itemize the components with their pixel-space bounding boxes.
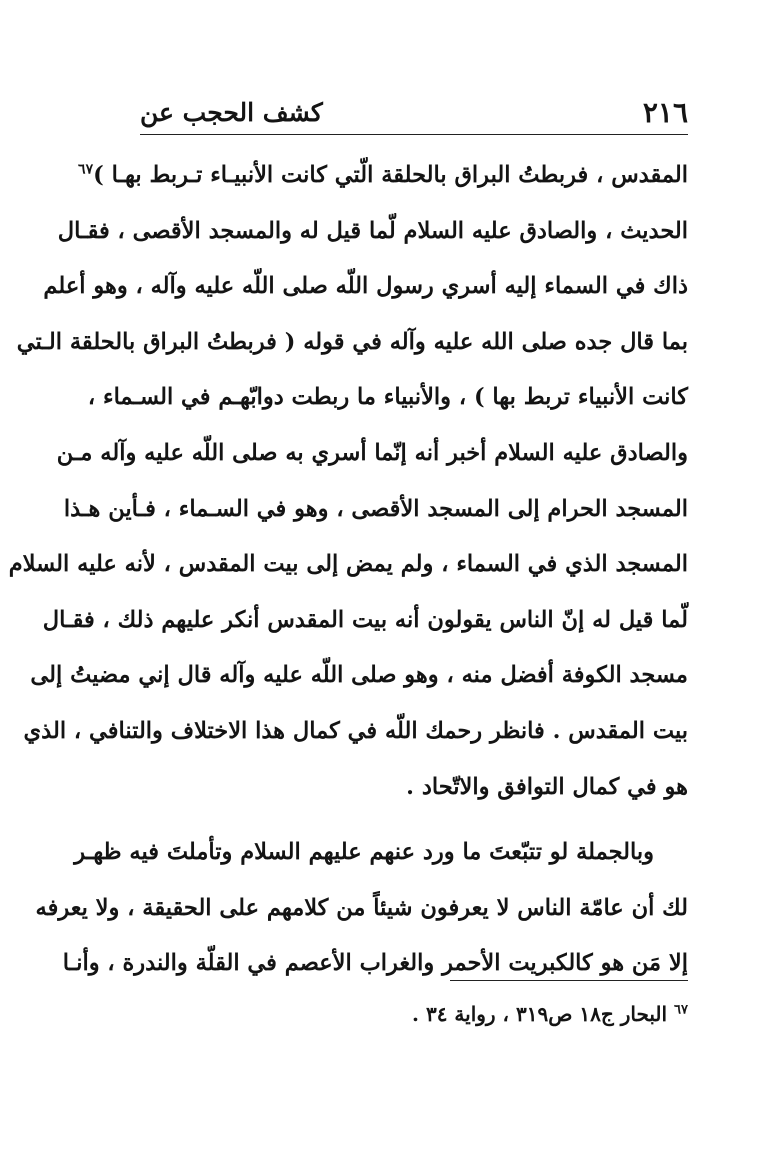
text-line: لّما قيل له إنّ الناس يقولون أنه بيت المقدس أنكر عليهم ذلك ، فقـال bbox=[42, 606, 688, 633]
page-header bbox=[140, 93, 688, 133]
text-line: الحديث ، والصادق عليه السلام لّما قيل له والمسجد الأقصى ، فقـال bbox=[57, 217, 688, 244]
text-line: هو في كمال التوافق والاتّحاد . bbox=[406, 773, 688, 800]
text-line: إلا مَن هو كالكبريت الأحمر والغراب الأعصم في القلّة والندرة ، وأنـا bbox=[62, 950, 688, 977]
body-text bbox=[8, 148, 688, 992]
text-line: والصادق عليه السلام أخبر أنه إنّما أسري به صلى اللّه عليه وآله مـن bbox=[56, 439, 688, 466]
footnote-reference: ٦٧ bbox=[78, 161, 94, 178]
running-title: كشف الحجب عن bbox=[140, 98, 323, 127]
footnote-marker: ٦٧ bbox=[674, 1002, 688, 1018]
footnote bbox=[300, 994, 688, 1034]
footnote-rule bbox=[450, 980, 688, 981]
text-line: المسجد الذي في السماء ، ولم يمض إلى بيت المقدس ، لأنه عليه السلام bbox=[8, 551, 688, 578]
text-line: المقدس ، فربطتُ البراق بالحلقة الّتي كانت الأنبيـاء تـربط بهـا )$^{٦٧}$ bbox=[78, 161, 688, 188]
paragraph-break bbox=[140, 815, 688, 825]
text-line: ذاك في السماء إليه أسري رسول اللّه صلى اللّه عليه وآله ، وهو أعلم bbox=[43, 273, 688, 300]
text-line: مسجد الكوفة أفضل منه ، وهو صلى اللّه عليه وآله قال إني مضيتُ إلى bbox=[30, 662, 688, 689]
header-rule bbox=[140, 134, 688, 135]
text-line: لك أن عامّة الناس لا يعرفون شيئاً من كلامهم على الحقيقة ، ولا يعرفه bbox=[35, 894, 688, 921]
text-line: بيت المقدس . فانظر رحمك اللّه في كمال هذا الاختلاف والتنافي ، الذي bbox=[23, 717, 688, 744]
text-line: وبالجملة لو تتبّعتَ ما ورد عنهم عليهم السلام وتأملتَ فيه ظهـر bbox=[74, 839, 654, 866]
text-line: المسجد الحرام إلى المسجد الأقصى ، وهو في السـماء ، فـأين هـذا bbox=[63, 495, 688, 522]
text-line: كانت الأنبياء تربط بها ) ، والأنبياء ما ربطت دوابّهـم في السـماء ، bbox=[87, 384, 688, 411]
page-number: ٢١٦ bbox=[642, 96, 688, 129]
text-line: بما قال جده صلى الله عليه وآله في قوله ( فربطتُ البراق بالحلقة الـتي bbox=[16, 328, 688, 355]
footnote-text: البحار ج١٨ ص٣١٩ ، رواية ٣٤ . bbox=[412, 1002, 668, 1026]
